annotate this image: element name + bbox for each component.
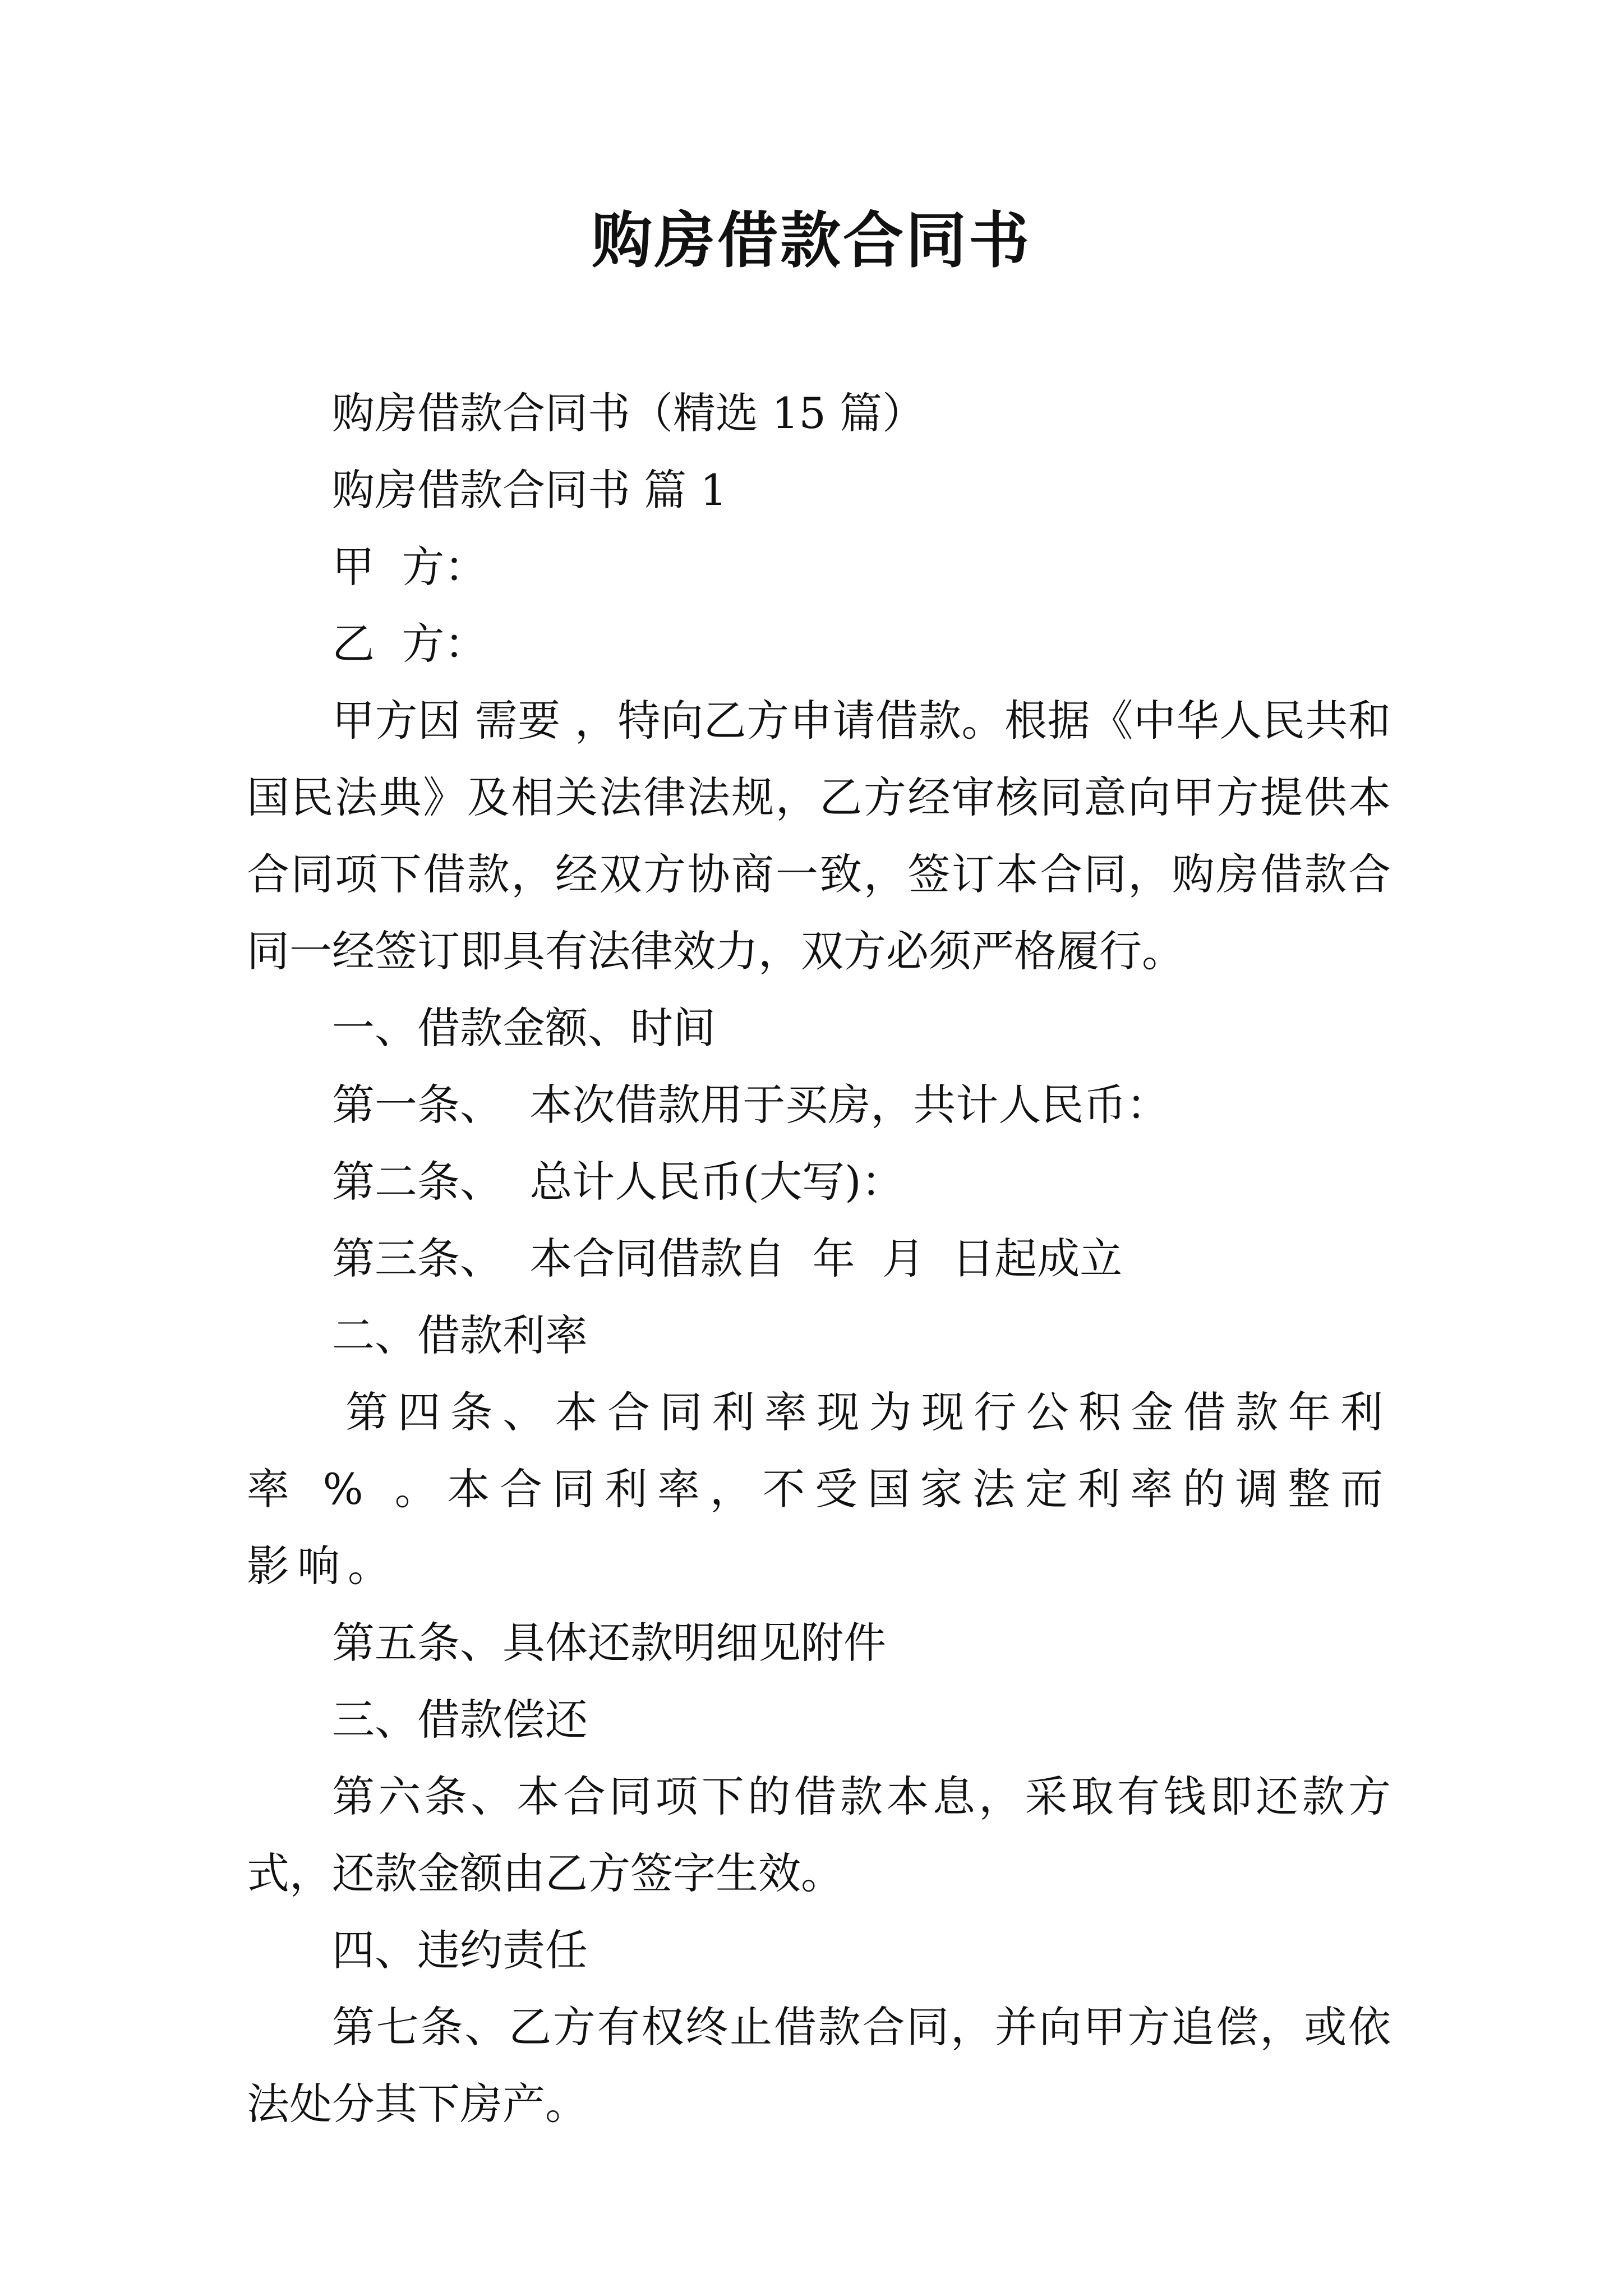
party-b-line: 乙 方：	[332, 619, 487, 669]
clause-heading-4: 四、违约责任	[332, 1925, 588, 1975]
article-2: 第二条、 总计人民币(大写)：	[332, 1157, 904, 1207]
clause-heading-3: 三、借款偿还	[332, 1695, 588, 1745]
subtitle-paragraph: 购房借款合同书（精选 15 篇）	[332, 388, 925, 438]
article-7: 第七条、乙方有权终止借款合同，并向甲方追偿，或依法处分其下房产。	[247, 2002, 1391, 2129]
clause-heading-2: 二、借款利率	[332, 1310, 588, 1360]
clause-heading-1: 一、借款金额、时间	[332, 1003, 716, 1053]
article-6: 第六条、本合同项下的借款本息，采取有钱即还款方式，还款金额由乙方签字生效。	[247, 1772, 1391, 1898]
article-5: 第五条、具体还款明细见附件	[332, 1618, 886, 1668]
section-heading: 购房借款合同书 篇 1	[332, 465, 727, 515]
intro-paragraph: 甲方因 需要 ，特向乙方申请借款。根据《中华人民共和国民法典》及相关法律法规，乙方经审核同意向甲方提供本合同项下借款，经双方协商一致，签订本合同，购房借款合同一经签订即具有法律效力，双方必须严格履行。	[247, 696, 1391, 976]
document-body	[247, 375, 1391, 2142]
document-title: 购房借款合同书	[591, 206, 1031, 276]
article-3: 第三条、 本合同借款自 年 月 日起成立	[332, 1234, 1123, 1283]
party-a-line: 甲 方：	[332, 542, 487, 592]
article-1: 第一条、 本次借款用于买房，共计人民币：	[332, 1080, 1169, 1130]
article-4: 第四条、本合同利率现为现行公积金借款年利率 % 。本合同利率，不受国家法定利率的调整而影响。	[247, 1387, 1391, 1591]
